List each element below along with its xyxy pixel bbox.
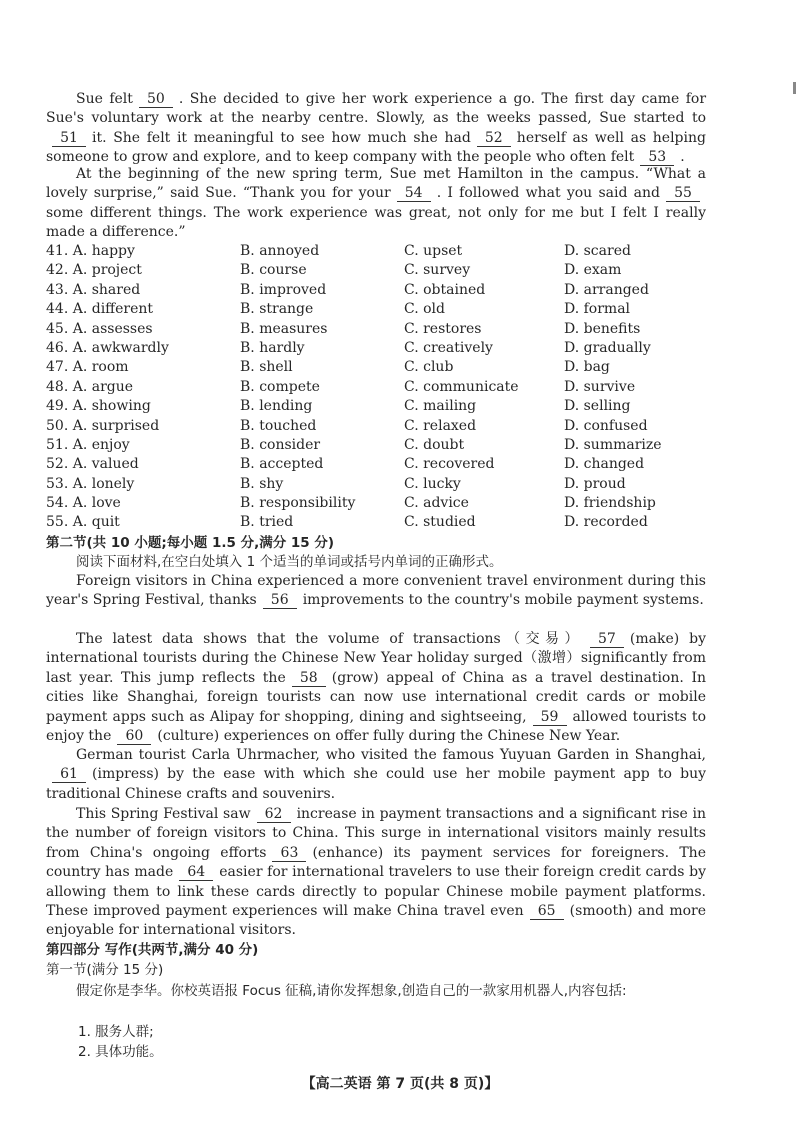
choice-row: 55. A. quit B. tried C. studied D. recorded [46,514,648,531]
grammar-paragraph: This Spring Festival saw 62 increase in payment transactions and a significant rise in the number of foreign visitors to China. This surge in international visitors mainly results from China's ongoing efforts 63 (enhance) its payment services for foreigners. The country has made 64 easier for international travelers to use their foreign credit cards by allowing them to link these cards directly to popular Chinese mobile payment platforms. These improved payment experiences will make China travel even 65 (smooth) and more enjoyable for international visitors. [46,806,706,939]
choice-row: 52. A. valued B. accepted C. recovered D. changed [46,456,645,473]
blank-61: 61 [52,767,86,783]
blank-63: 63 [272,846,306,862]
choice-row: 41. A. happy B. annoyed C. upset D. scared [46,243,631,259]
scan-edge-mark [793,82,796,94]
choice-row: 49. A. showing B. lending C. mailing D. selling [46,398,631,415]
blank-56: 56 [263,593,297,609]
choice-row: 47. A. room B. shell C. club D. bag [46,359,610,376]
cloze-paragraph: Sue felt 50 . She decided to give her work experience a go. The first day came for Sue's voluntary work at the nearby centre. Slowly, as the weeks passed, Sue started to51 it. She felt it meaningful to see how much she had 52 herself as well as helping someone to grow and explore, and to keep company with the people who often felt 53 . [46,91,707,166]
writing-prompt: 假定你是李华。你校英语报 Focus 征稿,请你发挥想象,创造自己的一款家用机器人,内容包括: [76,983,627,999]
blank-59: 59 [533,710,567,726]
choice-row: 43. A. shared B. improved C. obtained D. arranged [46,281,649,298]
choice-row: 53. A. lonely B. shy C. lucky D. proud [46,475,626,492]
choice-row: 50. A. surprised B. touched C. relaxed D. confused [46,417,648,434]
section-heading: 第一节(满分 15 分) [46,962,164,978]
cloze-paragraph: At the beginning of the new spring term, Sue met Hamilton in the campus. “What a lovely surprise,” said Sue. “Thank you for your 54 . I followed what you said and 55some different things. The work experience was great, not only for me but I felt I really made a difference.” [46,166,706,241]
blank-58: 58 [292,671,326,687]
grammar-paragraph: German tourist Carla Uhrmacher, who visited the famous Yuyuan Garden in Shanghai,61 (impress) by the ease with which she could use her mobile payment app to buy traditional Chinese crafts and souvenirs. [46,747,706,802]
choice-row: 42. A. project B. course C. survey D. exam [46,262,622,279]
choice-row: 44. A. different B. strange C. old D. formal [46,301,631,318]
part-heading: 第四部分 写作(共两节,满分 40 分) [46,942,259,958]
blank-55: 55 [666,186,700,202]
blank-57: 57 [590,632,624,648]
choices-table [46,242,716,533]
blank-50: 50 [139,92,173,108]
blank-53: 53 [640,150,674,166]
choice-row: 45. A. assesses B. measures C. restores D. benefits [46,320,641,337]
blank-62: 62 [257,807,291,823]
choice-row: 54. A. love B. responsibility C. advice D. friendship [46,495,656,512]
choice-row: 46. A. awkwardly B. hardly C. creatively D. gradually [46,339,651,356]
blank-54: 54 [397,186,431,202]
choice-row: 51. A. enjoy B. consider C. doubt D. summarize [46,436,662,453]
blank-65: 65 [530,904,564,920]
page-footer: 【高二英语 第 7 页(共 8 页)】 [301,1076,499,1092]
prompt-item: 1. 服务人群; [78,1024,154,1040]
blank-52: 52 [477,131,511,147]
blank-64: 64 [179,865,213,881]
grammar-paragraph: Foreign visitors in China experienced a more convenient travel environment during this year's Spring Festival, thanks 56 improvements to the country's mobile payment systems. [46,573,706,609]
grammar-paragraph: The latest data shows that the volume of transactions（交易） 57 (make) by international tourists during the Chinese New Year holiday surged（激增）significantly from last year. This jump reflects the 58 (grow) appeal of China as a travel destination. In cities like Shanghai, foreign tourists can now use international credit cards or mobile payment apps such as Alipay for shopping, dining and sightseeing, 59 allowed tourists to enjoy the 60 (culture) experiences on offer fully during the Chinese New Year. [46,631,706,745]
section-heading: 第二节(共 10 小题;每小题 1.5 分,满分 15 分) [46,535,335,551]
section-instruction: 阅读下面材料,在空白处填入 1 个适当的单词或括号内单词的正确形式。 [76,554,503,570]
prompt-item: 2. 具体功能。 [78,1044,163,1060]
blank-60: 60 [117,729,151,745]
choice-row: 48. A. argue B. compete C. communicate D. survive [46,378,636,395]
blank-51: 51 [52,131,86,147]
